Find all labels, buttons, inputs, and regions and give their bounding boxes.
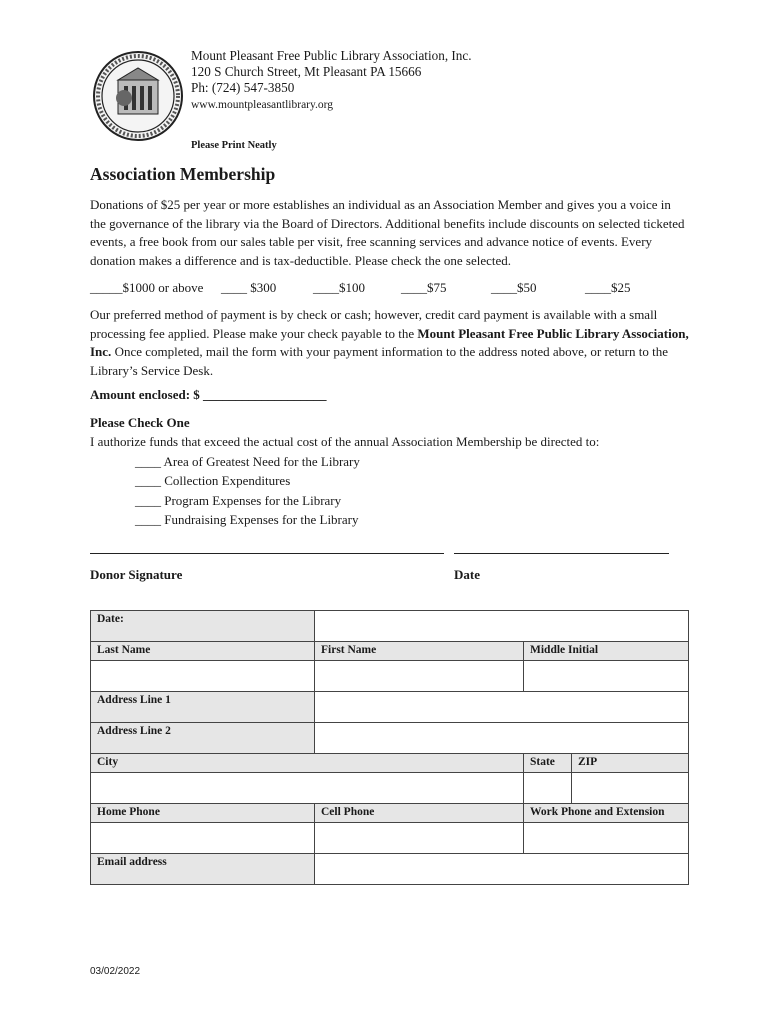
page-title: Association Membership [90,164,276,184]
last-name-label: Last Name [91,642,315,661]
work-phone-label: Work Phone and Extension [524,804,689,823]
payment-paragraph [90,306,690,380]
allocation-list [135,452,360,530]
donation-option[interactable]: _____$1000 or above [90,280,204,295]
org-website: www.mountpleasantlibrary.org [191,99,334,111]
donor-info-table [90,610,689,885]
donation-option[interactable]: ____ $300 [221,280,277,295]
allocation-option[interactable]: ____ Program Expenses for the Library [135,492,342,508]
zip-input[interactable] [572,773,689,804]
middle-initial-label: Middle Initial [524,642,689,661]
cell-phone-label: Cell Phone [315,804,524,823]
work-phone-input[interactable] [524,823,689,854]
first-name-input[interactable] [315,661,524,692]
address-line-1-input[interactable] [315,692,689,723]
allocation-instruction: I authorize funds that exceed the actual cost of the annual Association Membership be directed to: [90,434,600,449]
intro-paragraph: Donations of $25 per year or more establishes an individual as an Association Member and gives you a voice in the governance of the library via the Board of Directors. Additional benefits include discounts on selected ticketed events, a free book from our sales table per visit, free scanning services and advance notice of events. Every donation makes a difference and is tax-deductible. Please check the one selected. [90,197,685,268]
address-line-2-label: Address Line 2 [91,723,315,754]
first-name-label: First Name [315,642,524,661]
state-input[interactable] [524,773,572,804]
donation-option[interactable]: ____$75 [401,280,447,295]
donation-option[interactable]: ____$100 [313,280,365,295]
print-note: Please Print Neatly [191,140,277,151]
footer-date: 03/02/2022 [90,966,141,977]
donation-option[interactable]: ____$50 [491,280,537,295]
address-line-1-label: Address Line 1 [91,692,315,723]
city-label: City [91,754,524,773]
donor-signature-label: Donor Signature [90,567,183,582]
home-phone-label: Home Phone [91,804,315,823]
payment-text-2: Once completed, mail the form with your payment information to the address noted above, or return to the Library’s Service Desk. [90,344,668,378]
date-signature-line[interactable] [454,553,669,554]
date-input[interactable] [315,611,689,642]
cell-phone-input[interactable] [315,823,524,854]
address-line-2-input[interactable] [315,723,689,754]
allocation-option[interactable]: ____ Fundraising Expenses for the Library [135,512,359,528]
date-cell-label: Date: [91,611,315,642]
payee-name: Mount Pleasant Free Public Library Association, Inc. [90,325,689,360]
date-label: Date [454,567,480,582]
city-input[interactable] [91,773,524,804]
donor-signature-line[interactable] [90,553,444,554]
state-label: State [524,754,572,773]
org-address: 120 S Church Street, Mt Pleasant PA 15666 [191,64,422,79]
library-seal-icon [92,50,184,142]
allocation-option[interactable]: ____ Area of Greatest Need for the Library [135,454,360,469]
allocation-option[interactable]: ____ Collection Expenditures [135,473,291,489]
last-name-input[interactable] [91,661,315,692]
email-label: Email address [91,854,315,885]
email-input[interactable] [315,854,689,885]
donation-option[interactable]: ____$25 [585,280,631,295]
home-phone-input[interactable] [91,823,315,854]
check-one-heading: Please Check One [90,415,190,430]
middle-initial-input[interactable] [524,661,689,692]
zip-label: ZIP [572,754,689,773]
amount-enclosed-field[interactable]: Amount enclosed: $ ___________________ [90,387,327,402]
org-phone: Ph: (724) 547-3850 [191,80,295,95]
org-name: Mount Pleasant Free Public Library Association, Inc. [191,48,472,63]
payment-text-1: Our preferred method of payment is by check or cash; however, credit card payment is available with a small processing fee applied. Please make your check payable to the [90,307,658,341]
